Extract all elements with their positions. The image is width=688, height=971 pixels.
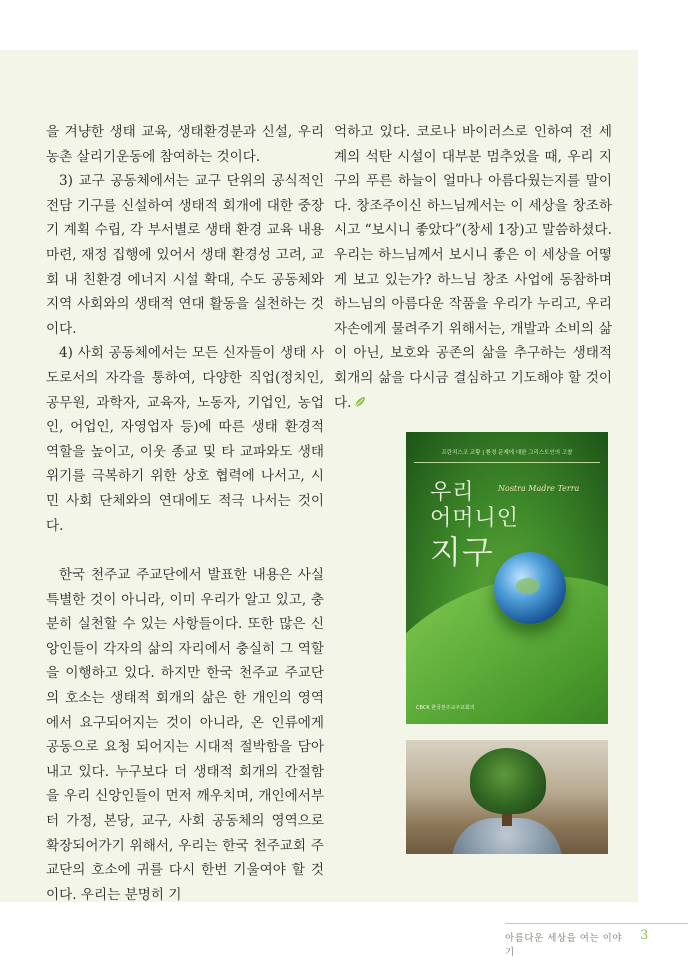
book-title-line-3: 지구 (430, 533, 494, 571)
tree-globe-photo (406, 740, 608, 854)
book-title-line-2: 어머니인 (430, 506, 520, 531)
book-subtitle: Nostra Madre Terra (498, 484, 580, 493)
book-divider (414, 462, 600, 463)
earth-droplet-icon (494, 552, 566, 624)
page-number: 3 (640, 928, 649, 943)
left-paragraph-3: 4) 사회 공동체에서는 모든 신자들이 생태 사도로서의 자각을 통하여, 다양한 직업(정치인, 공무원, 과학자, 교육자, 노동자, 기업인, 농업인, 어업인, 자영업자 등)에 따른 생태 환경적 역할을 높이고, 이웃 종교 및 타 교파와도 생태 위기를 극복하기 위한 상호 협력에 나서고, 시민 사회 단체와의 연대에도 적극 나서는 것이다. (46, 345, 324, 534)
left-paragraph-4: 한국 천주교 주교단에서 발표한 내용은 사실 특별한 것이 아니라, 이미 우리가 알고 있고, 충분히 실천할 수 있는 사항들이다. 또한 많은 신앙인들이 각자의 삶의 자리에서 충실히 그 역할을 이행하고 있다. 하지만 한국 천주교 주교단의 호소는 생태적 회개의 삶은 한 개인의 영역에서 요구되어지는 것이 아니라, 온 인류에게 공동으로 요청 되어지는 시대적 절박함을 담아내고 있다. 누구보다 더 생태적 회개의 간절함을 우리 신앙인들이 먼저 깨우치며, 개인에서부터 가정, 본당, 교구, 사회 공동체의 영역으로 확장되어가기 위해서, 우리는 한국 천주교회 주교단의 호소에 귀를 다시 한번 기울여야 할 것이다. 우리는 분명히 기 (46, 567, 324, 903)
leaf-end-mark-icon (353, 393, 367, 418)
left-paragraph-1: 을 겨냥한 생태 교육, 생태환경분과 신설, 우리 농촌 살리기운동에 참여하는 것이다. (46, 124, 324, 165)
left-column (46, 120, 324, 907)
paragraph-gap (46, 538, 324, 563)
tree-crown-shape (470, 748, 546, 814)
left-paragraph-2: 3) 교구 공동체에서는 교구 단위의 공식적인 전담 기구를 신설하여 생태적 회개에 대한 중장기 계획 수립, 각 부서별로 생태 환경 교육 내용 마련, 재정 집행에 있어서 생태 환경성 고려, 교회 내 친환경 에너지 시설 확대, 수도 공동체와 지역 사회와의 생태적 연대 활동을 실천하는 것이다. (46, 173, 324, 337)
book-series-line: 프란치스코 교황 | 환경 문제에 대한 그리스도인의 고찰 (441, 450, 573, 456)
right-paragraph-1 (334, 120, 612, 417)
book-cover-image (406, 432, 608, 724)
book-publisher: CBCK 한국천주교주교회의 (416, 705, 475, 711)
footer-rule (505, 923, 688, 924)
right-column (334, 120, 612, 417)
footer-series-title: 아름다운 세상을 여는 이야기 (505, 933, 623, 958)
book-title-line-1: 우리 (430, 480, 475, 505)
right-paragraph-1-text: 억하고 있다. 코로나 바이러스로 인하여 전 세계의 석탄 시설이 대부분 멈추었을 때, 우리 지구의 푸른 하늘이 얼마나 아름다웠는지를 말이다. 창조주이신 하느님께서는 이 세상을 창조하시고 “보시니 좋았다”(창세 1장)고 말씀하셨다. 우리는 하느님께서 보시니 좋은 이 세상을 어떻게 보고 있는가? 하느님 창조 사업에 동참하며 하느님의 아름다운 작품을 우리가 누리고, 우리 자손에게 물려주기 위해서는, 개발과 소비의 삶이 아닌, 보호와 공존의 삶을 추구하는 생태적 회개의 삶을 다시금 결심하고 기도해야 할 것이다. (334, 124, 612, 411)
